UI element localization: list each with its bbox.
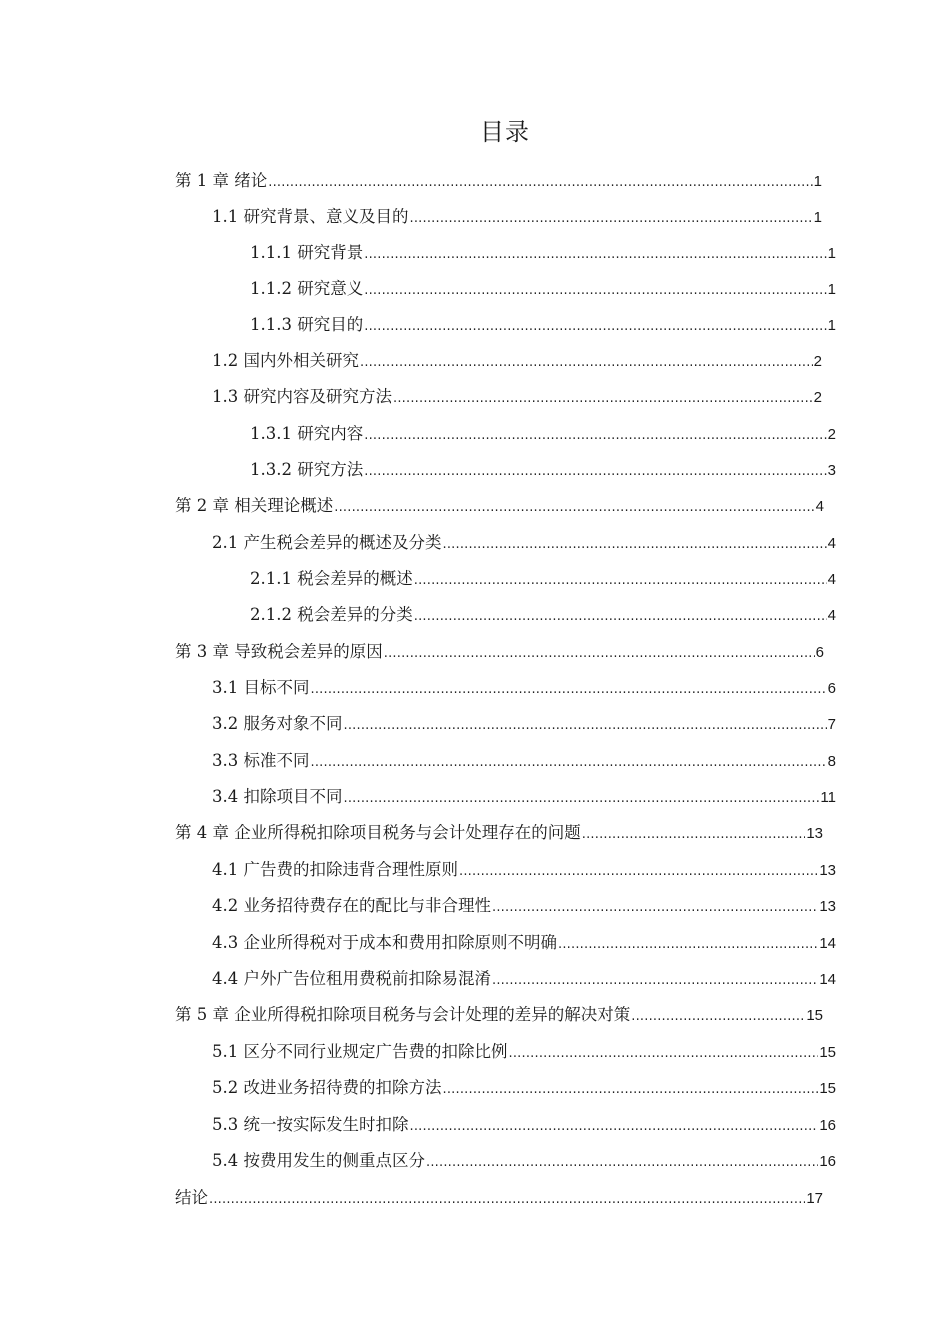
toc-entry-text: 1.3 研究内容及研究方法 <box>212 387 392 406</box>
toc-entry-text: 1.1 研究背景、意义及目的 <box>212 207 409 226</box>
toc-entry-4-3[interactable] <box>212 931 836 955</box>
toc-entry-page: 1 <box>827 281 836 298</box>
toc-entry-chapter-3[interactable] <box>175 640 824 664</box>
toc-entry-text: 第 2 章 相关理论概述 <box>175 496 334 515</box>
toc-entry-chapter-2[interactable] <box>175 494 824 518</box>
toc-leader-dots <box>558 933 818 957</box>
toc-entry-page: 1 <box>813 209 822 226</box>
toc-leader-dots <box>384 642 815 666</box>
toc-entry-1-1-1[interactable] <box>250 241 836 265</box>
toc-entry-text: 结论 <box>175 1188 208 1207</box>
toc-entry-page: 4 <box>827 607 836 624</box>
toc-entry-page: 2 <box>827 426 836 443</box>
toc-leader-dots <box>209 1188 805 1212</box>
toc-leader-dots <box>631 1005 805 1029</box>
toc-entry-page: 6 <box>827 680 836 697</box>
toc-entry-page: 13 <box>819 898 836 915</box>
toc-leader-dots <box>414 569 827 593</box>
toc-entry-text: 1.1.2 研究意义 <box>250 279 364 298</box>
toc-entry-3-1[interactable] <box>212 676 836 700</box>
toc-entry-2-1[interactable] <box>212 531 836 555</box>
toc-entry-text: 1.1.1 研究背景 <box>250 243 364 262</box>
toc-entry-text: 第 3 章 导致税会差异的原因 <box>175 642 383 661</box>
toc-entry-page: 6 <box>815 644 824 661</box>
toc-entry-5-3[interactable] <box>212 1113 836 1137</box>
toc-leader-dots <box>582 823 806 847</box>
toc-entry-page: 4 <box>827 571 836 588</box>
toc-entry-page: 7 <box>827 716 836 733</box>
toc-leader-dots <box>410 207 813 231</box>
toc-entry-3-2[interactable] <box>212 712 836 736</box>
toc-entry-page: 16 <box>819 1153 836 1170</box>
toc-entry-conclusion[interactable] <box>175 1186 823 1210</box>
toc-entry-1-3-1[interactable] <box>250 422 836 446</box>
toc-entry-page: 8 <box>827 753 836 770</box>
toc-leader-dots <box>364 315 826 339</box>
toc-entry-chapter-5[interactable] <box>175 1003 823 1027</box>
toc-entry-2-1-1[interactable] <box>250 567 836 591</box>
toc-entry-text: 第 5 章 企业所得税扣除项目税务与会计处理的差异的解决对策 <box>175 1005 631 1024</box>
toc-entry-1-1-3[interactable] <box>250 313 836 337</box>
toc-entry-text: 5.1 区分不同行业规定广告费的扣除比例 <box>212 1042 508 1061</box>
toc-entry-page: 17 <box>806 1190 823 1207</box>
toc-entry-page: 3 <box>827 462 836 479</box>
toc-entry-text: 2.1 产生税会差异的概述及分类 <box>212 533 442 552</box>
toc-leader-dots <box>492 896 818 920</box>
toc-entry-text: 5.2 改进业务招待费的扣除方法 <box>212 1078 442 1097</box>
toc-entry-page: 2 <box>813 353 822 370</box>
toc-entry-2-1-2[interactable] <box>250 603 836 627</box>
toc-entry-text: 3.4 扣除项目不同 <box>212 787 343 806</box>
toc-entry-1-2[interactable] <box>212 349 822 373</box>
toc-leader-dots <box>311 751 827 775</box>
toc-entry-1-1-2[interactable] <box>250 277 836 301</box>
toc-leader-dots <box>364 460 826 484</box>
toc-leader-dots <box>311 678 827 702</box>
toc-leader-dots <box>360 351 813 375</box>
toc-entry-page: 1 <box>827 245 836 262</box>
toc-entry-text: 1.3.1 研究内容 <box>250 424 364 443</box>
toc-leader-dots <box>334 496 814 520</box>
toc-leader-dots <box>344 787 820 811</box>
toc-entry-page: 15 <box>819 1080 836 1097</box>
toc-entry-page: 13 <box>819 862 836 879</box>
toc-entry-page: 11 <box>820 789 836 806</box>
toc-entry-page: 15 <box>819 1044 836 1061</box>
toc-leader-dots <box>364 243 826 267</box>
toc-entry-text: 5.4 按费用发生的侧重点区分 <box>212 1151 425 1170</box>
toc-entry-page: 14 <box>819 935 836 952</box>
toc-entry-4-4[interactable] <box>212 967 836 991</box>
toc-entry-4-1[interactable] <box>212 858 836 882</box>
toc-entry-text: 第 1 章 绪论 <box>175 171 268 190</box>
toc-entry-text: 3.2 服务对象不同 <box>212 714 343 733</box>
toc-entry-5-1[interactable] <box>212 1040 836 1064</box>
toc-entry-page: 2 <box>813 389 822 406</box>
toc-entry-page: 15 <box>806 1007 823 1024</box>
toc-entry-page: 4 <box>815 498 824 515</box>
toc-entry-text: 2.1.2 税会差异的分类 <box>250 605 413 624</box>
toc-leader-dots <box>364 424 826 448</box>
toc-entry-5-2[interactable] <box>212 1076 836 1100</box>
toc-entry-page: 14 <box>819 971 836 988</box>
toc-entry-text: 1.1.3 研究目的 <box>250 315 364 334</box>
toc-entry-page: 1 <box>813 173 822 190</box>
toc-entry-text: 1.2 国内外相关研究 <box>212 351 359 370</box>
toc-entry-text: 4.3 企业所得税对于成本和费用扣除原则不明确 <box>212 933 557 952</box>
toc-entry-1-3[interactable] <box>212 385 822 409</box>
toc-entry-text: 3.1 目标不同 <box>212 678 310 697</box>
toc-entry-text: 4.1 广告费的扣除违背合理性原则 <box>212 860 458 879</box>
toc-leader-dots <box>509 1042 819 1066</box>
toc-leader-dots <box>414 605 827 629</box>
toc-entry-1-3-2[interactable] <box>250 458 836 482</box>
toc-entry-text: 5.3 统一按实际发生时扣除 <box>212 1115 409 1134</box>
toc-entry-page: 13 <box>806 825 823 842</box>
toc-entry-chapter-4[interactable] <box>175 821 823 845</box>
toc-leader-dots <box>443 1078 819 1102</box>
toc-leader-dots <box>426 1151 818 1175</box>
toc-leader-dots <box>393 387 813 411</box>
toc-leader-dots <box>492 969 818 993</box>
toc-entry-text: 2.1.1 税会差异的概述 <box>250 569 413 588</box>
toc-entry-1-1[interactable] <box>212 205 822 229</box>
toc-entry-text: 第 4 章 企业所得税扣除项目税务与会计处理存在的问题 <box>175 823 581 842</box>
toc-entry-chapter-1[interactable] <box>175 169 822 193</box>
toc-entry-text: 4.4 户外广告位租用费税前扣除易混淆 <box>212 969 491 988</box>
toc-entry-page: 1 <box>827 317 836 334</box>
toc-leader-dots <box>410 1115 819 1139</box>
toc-entry-page: 4 <box>827 535 836 552</box>
toc-entry-text: 1.3.2 研究方法 <box>250 460 364 479</box>
toc-title: 目录 <box>480 118 530 146</box>
toc-entry-5-4[interactable] <box>212 1149 836 1173</box>
toc-entry-3-4[interactable] <box>212 785 836 809</box>
toc-leader-dots <box>364 279 826 303</box>
toc-entry-text: 3.3 标准不同 <box>212 751 310 770</box>
toc-entry-text: 4.2 业务招待费存在的配比与非合理性 <box>212 896 491 915</box>
toc-entry-4-2[interactable] <box>212 894 836 918</box>
toc-leader-dots <box>344 714 827 738</box>
toc-leader-dots <box>268 171 812 195</box>
toc-leader-dots <box>443 533 827 557</box>
toc-entry-3-3[interactable] <box>212 749 836 773</box>
toc-entry-page: 16 <box>819 1117 836 1134</box>
toc-leader-dots <box>459 860 818 884</box>
